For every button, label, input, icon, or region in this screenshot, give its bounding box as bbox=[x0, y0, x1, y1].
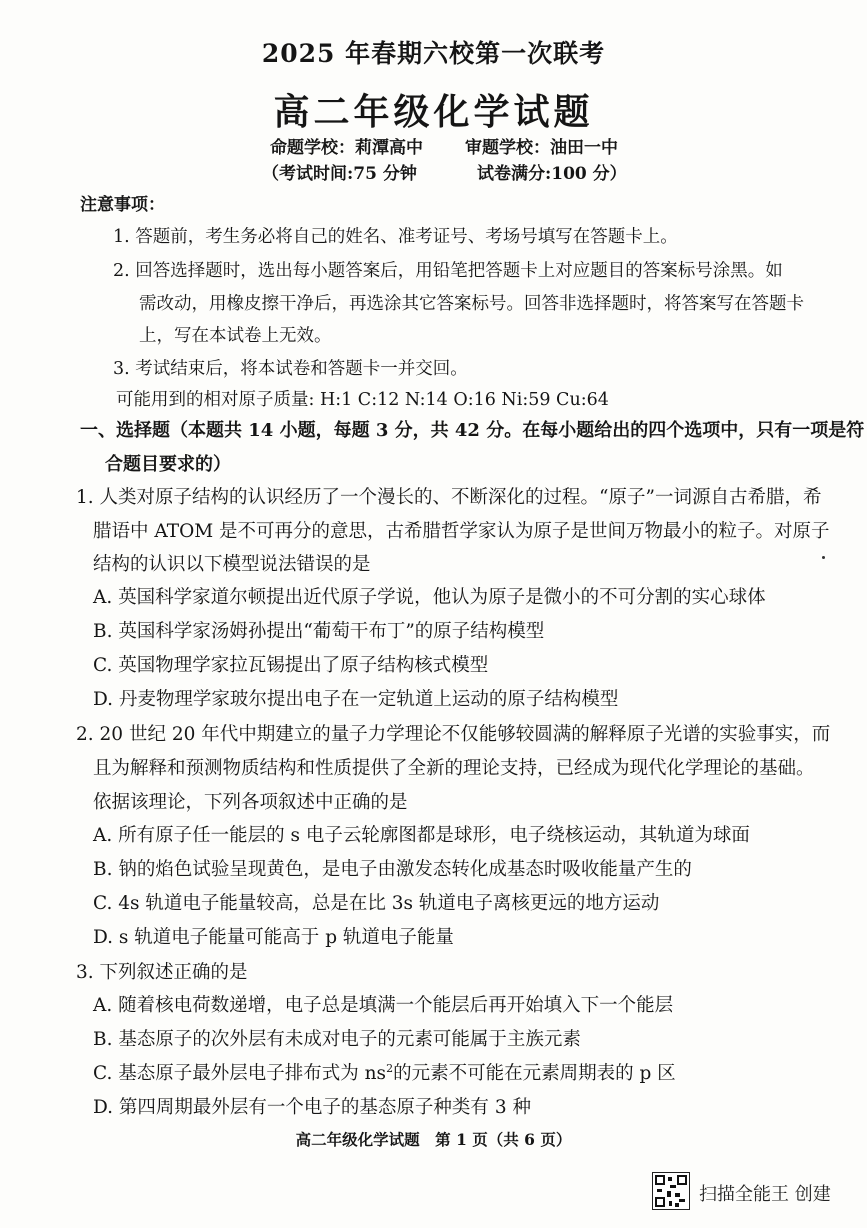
question-1-option-c: C. 英国物理学家拉瓦锡提出了原子结构核式模型 bbox=[93, 655, 489, 676]
question-1-line-2: 腊语中 ATOM 是不可再分的意思，古希腊哲学家认为原子是世间万物最小的粒子。对原子 bbox=[93, 521, 830, 542]
question-1-line-3: 结构的认识以下模型说法错误的是 bbox=[93, 554, 371, 575]
question-3-option-b: B. 基态原子的次外层有未成对电子的元素可能属于主族元素 bbox=[93, 1029, 581, 1050]
superscript-2: 2 bbox=[386, 1061, 394, 1075]
exam-name: 2025 年春期六校第一次联考 bbox=[261, 39, 606, 68]
question-2-option-b: B. 钠的焰色试验呈现黄色，是电子由激发态转化成基态时吸收能量产生的 bbox=[93, 859, 692, 880]
option-c-text-after: 的元素不可能在元素周期表的 p 区 bbox=[393, 1063, 676, 1084]
exam-title: 高二年级化学试题 bbox=[273, 91, 594, 133]
question-3-line-1: 3. 下列叙述正确的是 bbox=[76, 962, 248, 983]
qr-code-icon bbox=[652, 1172, 690, 1210]
question-2-line-1: 2. 20 世纪 20 年代中期建立的量子力学理论不仅能够较圆满的解释原子光谱的实验事实，而 bbox=[76, 724, 831, 745]
speck bbox=[822, 556, 825, 559]
question-2-line-2: 且为解释和预测物质结构和性质提供了全新的理论支持，已经成为现代化学理论的基础。 bbox=[93, 758, 815, 779]
question-1-option-b: B. 英国科学家汤姆孙提出“葡萄干布丁”的原子结构模型 bbox=[93, 621, 545, 642]
proposer-school: 命题学校：莉潭高中 bbox=[270, 138, 423, 158]
question-2-line-3: 依据该理论，下列各项叙述中正确的是 bbox=[93, 792, 408, 813]
full-score: 试卷满分:100 分） bbox=[477, 164, 627, 184]
question-1-line-1: 1. 人类对原子结构的认识经历了一个漫长的、不断深化的过程。“原子”一词源自古希腊，希 bbox=[76, 487, 822, 508]
page-footer: 高二年级化学试题 第 1 页（共 6 页） bbox=[295, 1130, 572, 1149]
scanner-watermark: 扫描全能王 创建 bbox=[699, 1184, 831, 1205]
question-2-option-c: C. 4s 轨道电子能量较高，总是在比 3s 轨道电子离核更远的地方运动 bbox=[93, 893, 660, 914]
note-item-1: 1. 答题前，考生务必将自己的姓名、准考证号、考场号填写在答题卡上。 bbox=[113, 227, 678, 247]
question-3-option-c bbox=[93, 1059, 676, 1085]
question-1-option-a: A. 英国科学家道尔顿提出近代原子学说，他认为原子是微小的不可分割的实心球体 bbox=[93, 587, 766, 608]
atomic-masses: 可能用到的相对原子质量: H:1 C:12 N:14 O:16 Ni:59 Cu:64 bbox=[116, 390, 609, 410]
reviewer-school: 审题学校：油田一中 bbox=[465, 138, 618, 158]
exam-duration: （考试时间:75 分钟 bbox=[262, 164, 417, 184]
question-2-option-d: D. s 轨道电子能量可能高于 p 轨道电子能量 bbox=[93, 927, 454, 948]
note-item-3: 3. 考试结束后，将本试卷和答题卡一并交回。 bbox=[113, 359, 468, 379]
note-item-2-line-1: 2. 回答选择题时，选出每小题答案后，用铅笔把答题卡上对应题目的答案标号涂黑。如 bbox=[113, 261, 783, 281]
note-item-2-line-2: 需改动，用橡皮擦干净后，再选涂其它答案标号。回答非选择题时，将答案写在答题卡 bbox=[139, 294, 804, 314]
note-item-2-line-3: 上，写在本试卷上无效。 bbox=[139, 326, 332, 346]
section-1-heading-line-2: 合题目要求的） bbox=[105, 454, 231, 475]
section-1-heading-line-1: 一、选择题（本题共 14 小题，每题 3 分，共 42 分。在每小题给出的四个选项中，只有一项是符 bbox=[80, 420, 865, 441]
option-c-text-before: C. 基态原子最外层电子排布式为 ns bbox=[93, 1063, 387, 1084]
question-3-option-d: D. 第四周期最外层有一个电子的基态原子种类有 3 种 bbox=[93, 1097, 531, 1118]
question-1-option-d: D. 丹麦物理学家玻尔提出电子在一定轨道上运动的原子结构模型 bbox=[93, 689, 619, 710]
question-2-option-a: A. 所有原子任一能层的 s 电子云轮廓图都是球形，电子绕核运动，其轨道为球面 bbox=[93, 825, 750, 846]
question-3-option-a: A. 随着核电荷数递增，电子总是填满一个能层后再开始填入下一个能层 bbox=[93, 995, 674, 1016]
notes-heading: 注意事项： bbox=[80, 195, 165, 215]
